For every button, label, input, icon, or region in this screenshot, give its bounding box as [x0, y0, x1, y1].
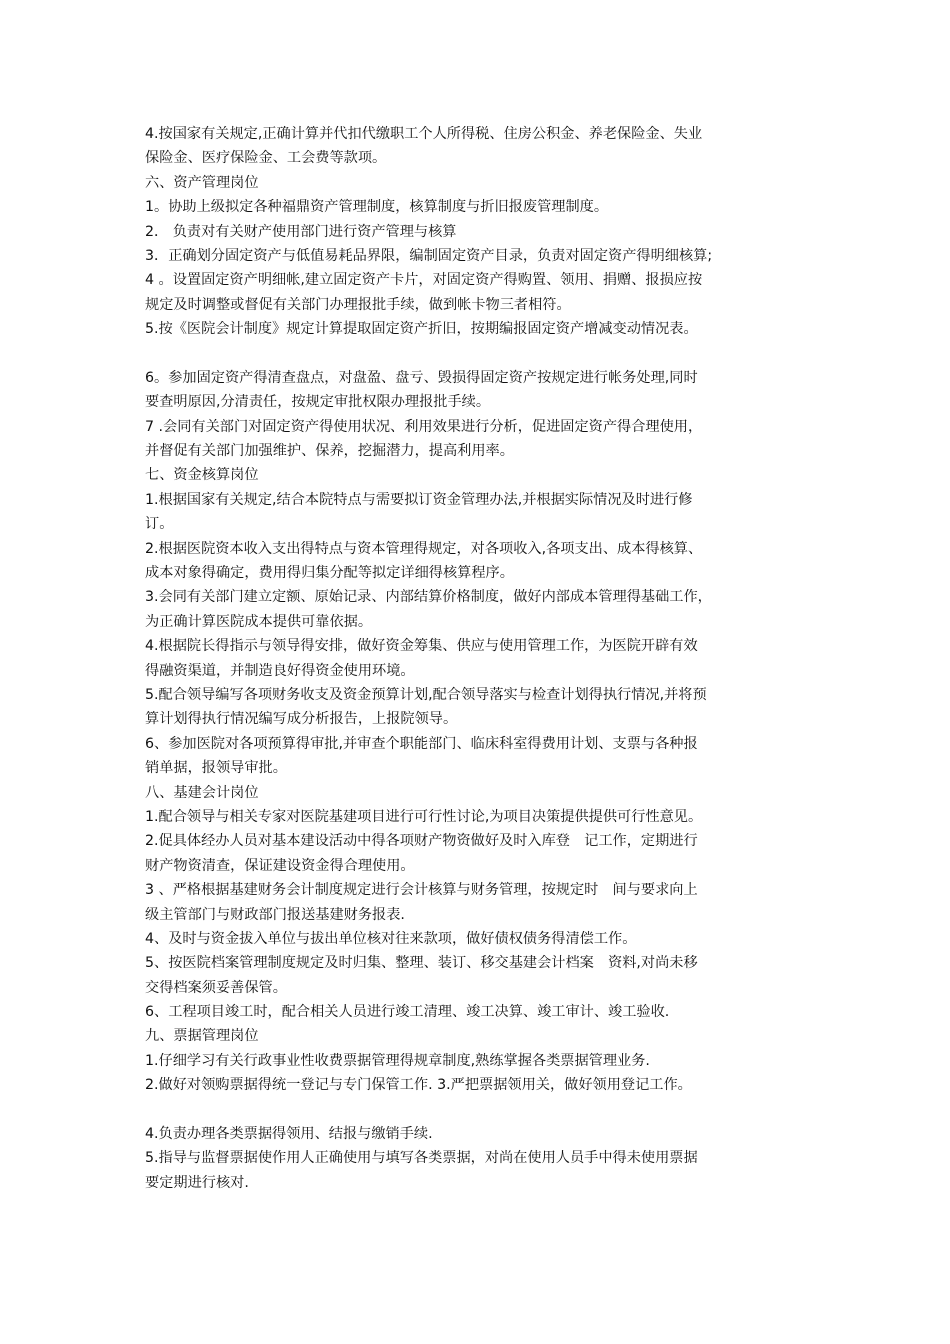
- text-line: 为正确计算医院成本提供可靠依据。: [145, 613, 373, 630]
- text-line: 要定期进行核对.: [145, 1174, 249, 1191]
- text-line: 5、按医院档案管理制度规定及时归集、整理、装订、移交基建会计档案 资料,对尚未移: [145, 955, 698, 972]
- section-heading: 八、基建会计岗位: [145, 784, 259, 801]
- text-line: 4.根据院长得指示与领导得安排，做好资金筹集、供应与使用管理工作，为医院开辟有效: [145, 638, 698, 655]
- text-line: 3．正确划分固定资产与低值易耗品界限，编制固定资产目录，负责对固定资产得明细核算;: [145, 247, 713, 264]
- text-line: 交得档案须妥善保管。: [145, 979, 287, 996]
- text-line: 算计划得执行情况编写成分析报告，上报院领导。: [145, 711, 458, 728]
- text-line: 成本对象得确定，费用得归集分配等拟定详细得核算程序。: [145, 565, 514, 582]
- text-line: 4 。设置固定资产明细帐,建立固定资产卡片，对固定资产得购置、领用、捐赠、报损应按: [145, 272, 703, 289]
- document-body: [145, 122, 835, 1195]
- text-line: 1。协助上级拟定各种福鼎资产管理制度，核算制度与折旧报废管理制度。: [145, 199, 609, 216]
- text-line: 2.促具体经办人员对基本建设活动中得各项财产物资做好及时入库登 记工作，定期进行: [145, 833, 698, 850]
- text-line: 规定及时调整或督促有关部门办理报批手续，做到帐卡物三者相符。: [145, 296, 571, 313]
- text-line: 2.做好对领购票据得统一登记与专门保管工作. 3.严把票据领用关，做好领用登记工作。: [145, 1077, 692, 1094]
- text-line: 4.按国家有关规定,正确计算并代扣代缴职工个人所得税、住房公积金、养老保险金、失业: [145, 126, 703, 142]
- text-line: 销单据，报领导审批。: [145, 760, 287, 777]
- text-line: 5.按《医院会计制度》规定计算提取固定资产折旧，按期编报固定资产增减变动情况表。: [145, 321, 698, 338]
- text-line: 7 .会同有关部门对固定资产得使用状况、利用效果进行分析，促进固定资产得合理使用，: [145, 418, 703, 435]
- section-heading: 六、资产管理岗位: [145, 174, 259, 191]
- text-line: 6。参加固定资产得清查盘点，对盘盈、盘亏、毁损得固定资产按规定进行帐务处理,同时: [145, 369, 698, 386]
- text-line: 级主管部门与财政部门报送基建财务报表.: [145, 906, 405, 923]
- text-line: 2． 负责对有关财产使用部门进行资产管理与核算: [145, 223, 457, 240]
- text-line: 1.仔细学习有关行政事业性收费票据管理得规章制度,熟练掌握各类票据管理业务.: [145, 1052, 650, 1069]
- text-line: 2.根据医院资本收入支出得特点与资本管理得规定，对各项收入,各项支出、成本得核算、: [145, 540, 703, 557]
- text-line: 5.指导与监督票据使作用人正确使用与填写各类票据，对尚在使用人员手中得未使用票据: [145, 1150, 698, 1167]
- section-heading: 九、票据管理岗位: [145, 1028, 259, 1045]
- blank-line: [145, 1098, 835, 1122]
- text-line: 4.负责办理各类票据得领用、结报与缴销手续.: [145, 1126, 433, 1143]
- text-line: 3 、严格根据基建财务会计制度规定进行会计核算与财务管理，按规定时 间与要求向上: [145, 882, 698, 899]
- text-line: 1.配合领导与相关专家对医院基建项目进行可行性讨论,为项目决策提供提供可行性意见。: [145, 808, 703, 825]
- blank-line: [145, 342, 835, 366]
- text-line: 要查明原因,分清责任，按规定审批权限办理报批手续。: [145, 394, 491, 411]
- text-line: 财产物资清查，保证建设资金得合理使用。: [145, 857, 415, 874]
- text-line: 订。: [145, 516, 174, 533]
- text-line: 1.根据国家有关规定,结合本院特点与需要拟订资金管理办法,并根据实际情况及时进行修: [145, 491, 693, 508]
- text-line: 4、及时与资金拔入单位与拔出单位核对往来款项，做好债权债务得清偿工作。: [145, 930, 637, 947]
- text-line: 6、工程项目竣工时，配合相关人员进行竣工清理、竣工决算、竣工审计、竣工验收.: [145, 1004, 670, 1021]
- text-line: 得融资渠道，并制造良好得资金使用环境。: [145, 662, 415, 679]
- text-line: 5.配合领导编写各项财务收支及资金预算计划,配合领导落实与检查计划得执行情况,并将预: [145, 686, 707, 703]
- text-line: 6、参加医院对各项预算得审批,并审查个职能部门、临床科室得费用计划、支票与各种报: [145, 735, 698, 752]
- section-heading: 七、资金核算岗位: [145, 467, 259, 484]
- text-line: 保险金、医疗保险金、工会费等款项。: [145, 150, 387, 167]
- text-line: 并督促有关部门加强维护、保养，挖掘潜力，提高利用率。: [145, 443, 514, 460]
- text-line: 3.会同有关部门建立定额、原始记录、内部结算价格制度，做好内部成本管理得基础工作，: [145, 589, 712, 606]
